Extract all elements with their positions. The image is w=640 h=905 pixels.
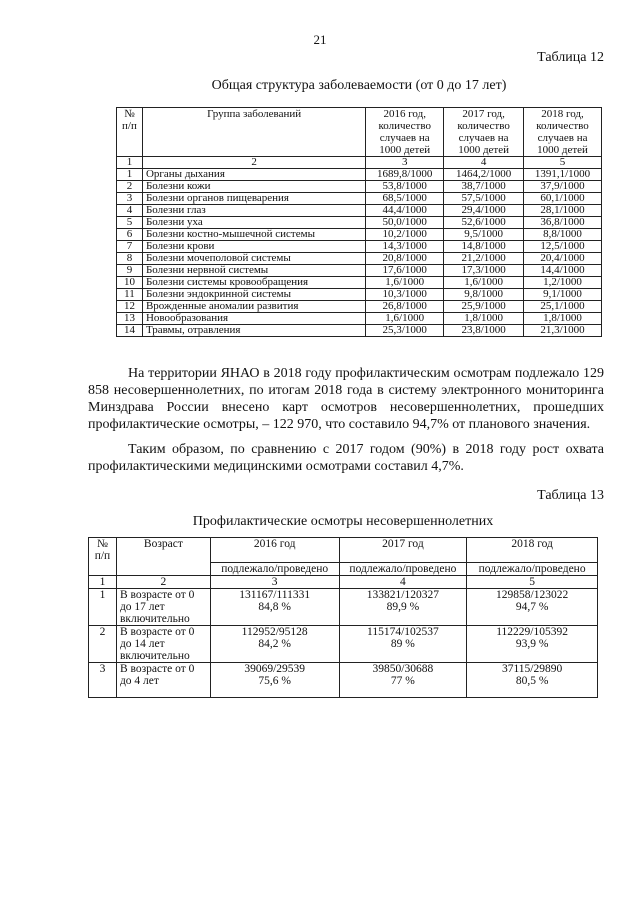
table13-index-cell: 2 bbox=[116, 576, 210, 589]
table12-header-cell: 2016 год, количество случаев на 1000 детей bbox=[366, 108, 444, 157]
table13-label: Таблица 13 bbox=[537, 488, 604, 503]
table12-row bbox=[117, 325, 602, 337]
table12-cell: 10,2/1000 bbox=[366, 229, 444, 241]
table12-cell: 11 bbox=[117, 289, 143, 301]
table13-index-cell: 5 bbox=[467, 576, 598, 589]
table12-cell: Болезни эндокринной системы bbox=[142, 289, 365, 301]
table12-cell: 52,6/1000 bbox=[444, 217, 524, 229]
table12-row bbox=[117, 289, 602, 301]
table13-subheader-cell: подлежало/проведено bbox=[210, 563, 339, 576]
table12-cell: 14,4/1000 bbox=[524, 265, 602, 277]
table12-row bbox=[117, 241, 602, 253]
table12-cell: Болезни органов пищеварения bbox=[142, 193, 365, 205]
table12-row bbox=[117, 181, 602, 193]
table12-header-cell: 2018 год, количество случаев на 1000 детей bbox=[524, 108, 602, 157]
table13-count-value: 133821/120327 bbox=[366, 589, 439, 601]
table12-body bbox=[117, 157, 602, 337]
table12-cell: Болезни системы кровообращения bbox=[142, 277, 365, 289]
table12-cell: 25,3/1000 bbox=[366, 325, 444, 337]
table12-cell: 2 bbox=[117, 181, 143, 193]
table12-title: Общая структура заболеваемости (от 0 до 17 лет) bbox=[211, 78, 507, 93]
table13-percent-value: 84,8 % bbox=[258, 601, 291, 613]
table12-cell: 12 bbox=[117, 301, 143, 313]
table12-cell: 7 bbox=[117, 241, 143, 253]
table12-cell: 21,3/1000 bbox=[524, 325, 602, 337]
table12-cell: 9,5/1000 bbox=[444, 229, 524, 241]
table13-percent-value: 89 % bbox=[390, 638, 415, 650]
table12-header-cell: № п/п bbox=[117, 108, 143, 157]
table12-cell: 4 bbox=[117, 205, 143, 217]
table13-age-cell: В возрасте от 0 до 17 лет включительно bbox=[116, 589, 210, 626]
table12-cell: 68,5/1000 bbox=[366, 193, 444, 205]
table13-percent-value: 75,6 % bbox=[258, 675, 291, 687]
table13-row-number: 1 bbox=[89, 589, 117, 626]
table13 bbox=[88, 537, 598, 698]
table12-row bbox=[117, 169, 602, 181]
table13-count-value: 129858/123022 bbox=[496, 589, 569, 601]
table12-row bbox=[117, 217, 602, 229]
table12-row bbox=[117, 265, 602, 277]
table12 bbox=[116, 107, 602, 337]
table13-year-cell bbox=[339, 663, 467, 698]
paragraph-1: На территории ЯНАО в 2018 году профилактическим осмотрам подлежало 129 858 несовершеннолетних, по итогам 2018 года в систему электронного мониторинга Минздрава России внесено карт осмотров несовершеннолетних, прошедших профилактические осмотры, – 122 970, что составило 94,7% от планового значения. bbox=[88, 366, 604, 432]
table12-cell: Болезни кожи bbox=[142, 181, 365, 193]
table12-cell: Болезни уха bbox=[142, 217, 365, 229]
table12-cell: 29,4/1000 bbox=[444, 205, 524, 217]
table12-cell: 1,6/1000 bbox=[366, 313, 444, 325]
table12-cell: 1,8/1000 bbox=[444, 313, 524, 325]
table13-percent-value: 93,9 % bbox=[515, 638, 549, 650]
table12-cell: 9,1/1000 bbox=[524, 289, 602, 301]
table12-cell: 1391,1/1000 bbox=[524, 169, 602, 181]
table12-cell: 26,8/1000 bbox=[366, 301, 444, 313]
table12-index-cell: 3 bbox=[366, 157, 444, 169]
table13-year-cell bbox=[467, 589, 598, 626]
table12-cell: 12,5/1000 bbox=[524, 241, 602, 253]
table12-cell: 1,6/1000 bbox=[366, 277, 444, 289]
table12-cell: 57,5/1000 bbox=[444, 193, 524, 205]
table13-row-number: 3 bbox=[89, 663, 117, 698]
table13-percent-value: 89,9 % bbox=[386, 601, 420, 613]
table13-title: Профилактические осмотры несовершеннолетних bbox=[192, 514, 494, 529]
table12-row bbox=[117, 313, 602, 325]
table12-cell: Травмы, отравления bbox=[142, 325, 365, 337]
table12-row bbox=[117, 301, 602, 313]
table12-row bbox=[117, 205, 602, 217]
table13-count-value: 112952/95128 bbox=[241, 626, 308, 638]
table12-cell: 23,8/1000 bbox=[444, 325, 524, 337]
table13-index-cell: 1 bbox=[89, 576, 117, 589]
table12-cell: Болезни мочеполовой системы bbox=[142, 253, 365, 265]
table12-row bbox=[117, 253, 602, 265]
table12-cell: 1,6/1000 bbox=[444, 277, 524, 289]
table12-cell: 8 bbox=[117, 253, 143, 265]
table12-cell: 1,8/1000 bbox=[524, 313, 602, 325]
table13-year-cell bbox=[210, 589, 339, 626]
table12-cell: 20,4/1000 bbox=[524, 253, 602, 265]
table12-cell: 1689,8/1000 bbox=[366, 169, 444, 181]
table12-cell: 8,8/1000 bbox=[524, 229, 602, 241]
table13-index-row bbox=[89, 576, 598, 589]
table13-count-value: 39850/30688 bbox=[372, 663, 434, 675]
table13-count-value: 37115/29890 bbox=[501, 663, 563, 675]
table12-cell: Болезни крови bbox=[142, 241, 365, 253]
table13-year-cell bbox=[339, 626, 467, 663]
table12-cell: Врожденные аномалии развития bbox=[142, 301, 365, 313]
table13-subheader-cell: подлежало/проведено bbox=[467, 563, 598, 576]
table12-cell: 14 bbox=[117, 325, 143, 337]
table13-year-cell bbox=[467, 663, 598, 698]
table12-cell: 1464,2/1000 bbox=[444, 169, 524, 181]
table13-header-row bbox=[89, 538, 598, 563]
table12-cell: 25,1/1000 bbox=[524, 301, 602, 313]
table13-header-cell: 2017 год bbox=[339, 538, 467, 563]
table12-cell: 17,6/1000 bbox=[366, 265, 444, 277]
table12-index-cell: 2 bbox=[142, 157, 365, 169]
table13-count-value: 39069/29539 bbox=[244, 663, 306, 675]
table13-year-cell bbox=[339, 589, 467, 626]
table12-cell: 1,2/1000 bbox=[524, 277, 602, 289]
table12-cell: 37,9/1000 bbox=[524, 181, 602, 193]
table12-cell: 25,9/1000 bbox=[444, 301, 524, 313]
table12-index-cell: 4 bbox=[444, 157, 524, 169]
table13-subheader-cell: подлежало/проведено bbox=[339, 563, 467, 576]
table12-cell: Болезни нервной системы bbox=[142, 265, 365, 277]
paragraph-2: Таким образом, по сравнению с 2017 годом (90%) в 2018 году рост охвата профилактическими медицинскими осмотрами составил 4,7%. bbox=[88, 442, 604, 474]
table12-cell: 1 bbox=[117, 169, 143, 181]
table13-year-cell bbox=[467, 626, 598, 663]
page-number: 21 bbox=[313, 32, 327, 47]
table12-cell: 14,3/1000 bbox=[366, 241, 444, 253]
table12-cell: Болезни глаз bbox=[142, 205, 365, 217]
table12-cell: 50,0/1000 bbox=[366, 217, 444, 229]
table12-index-cell: 5 bbox=[524, 157, 602, 169]
table12-cell: 44,4/1000 bbox=[366, 205, 444, 217]
table12-row bbox=[117, 277, 602, 289]
table12-header-row bbox=[117, 108, 602, 157]
table12-cell: 38,7/1000 bbox=[444, 181, 524, 193]
table13-year-cell bbox=[210, 663, 339, 698]
table12-cell: 20,8/1000 bbox=[366, 253, 444, 265]
table12-cell: 10 bbox=[117, 277, 143, 289]
table13-percent-value: 77 % bbox=[390, 675, 415, 687]
table13-percent-value: 80,5 % bbox=[515, 675, 549, 687]
table12-row bbox=[117, 193, 602, 205]
table13-age-cell: В возрасте от 0 до 14 лет включительно bbox=[116, 626, 210, 663]
table12-cell: 13 bbox=[117, 313, 143, 325]
table12-cell: 53,8/1000 bbox=[366, 181, 444, 193]
table12-cell: 9,8/1000 bbox=[444, 289, 524, 301]
table13-count-value: 112229/105392 bbox=[496, 626, 569, 638]
table12-cell: 6 bbox=[117, 229, 143, 241]
table12-cell: 14,8/1000 bbox=[444, 241, 524, 253]
table13-index-cell: 3 bbox=[210, 576, 339, 589]
table13-body bbox=[89, 576, 598, 698]
table13-index-cell: 4 bbox=[339, 576, 467, 589]
table13-header-cell: Возраст bbox=[116, 538, 210, 576]
table13-year-cell bbox=[210, 626, 339, 663]
table12-cell: 17,3/1000 bbox=[444, 265, 524, 277]
table13-count-value: 115174/102537 bbox=[367, 626, 439, 638]
table12-cell: 9 bbox=[117, 265, 143, 277]
table13-header-cell: 2016 год bbox=[210, 538, 339, 563]
table12-header-cell: Группа заболеваний bbox=[142, 108, 365, 157]
table12-row bbox=[117, 229, 602, 241]
table13-age-cell: В возрасте от 0 до 4 лет bbox=[116, 663, 210, 698]
table12-cell: 21,2/1000 bbox=[444, 253, 524, 265]
table12-cell: 3 bbox=[117, 193, 143, 205]
table13-row-number: 2 bbox=[89, 626, 117, 663]
table13-count-value: 131167/111331 bbox=[239, 589, 311, 601]
table13-row bbox=[89, 626, 598, 663]
table13-header-cell: № п/п bbox=[89, 538, 117, 576]
table12-index-row bbox=[117, 157, 602, 169]
table12-cell: 60,1/1000 bbox=[524, 193, 602, 205]
table12-cell: Новообразования bbox=[142, 313, 365, 325]
table13-row bbox=[89, 663, 598, 698]
table12-cell: 36,8/1000 bbox=[524, 217, 602, 229]
table13-percent-value: 94,7 % bbox=[515, 601, 549, 613]
table12-cell: 28,1/1000 bbox=[524, 205, 602, 217]
table13-row bbox=[89, 589, 598, 626]
table12-cell: 5 bbox=[117, 217, 143, 229]
table12-header-cell: 2017 год, количество случаев на 1000 детей bbox=[444, 108, 524, 157]
table12-label: Таблица 12 bbox=[537, 50, 604, 65]
table13-percent-value: 84,2 % bbox=[258, 638, 291, 650]
table12-cell: 10,3/1000 bbox=[366, 289, 444, 301]
table12-index-cell: 1 bbox=[117, 157, 143, 169]
table13-header-cell: 2018 год bbox=[467, 538, 598, 563]
table12-cell: Органы дыхания bbox=[142, 169, 365, 181]
table12-cell: Болезни костно-мышечной системы bbox=[142, 229, 365, 241]
